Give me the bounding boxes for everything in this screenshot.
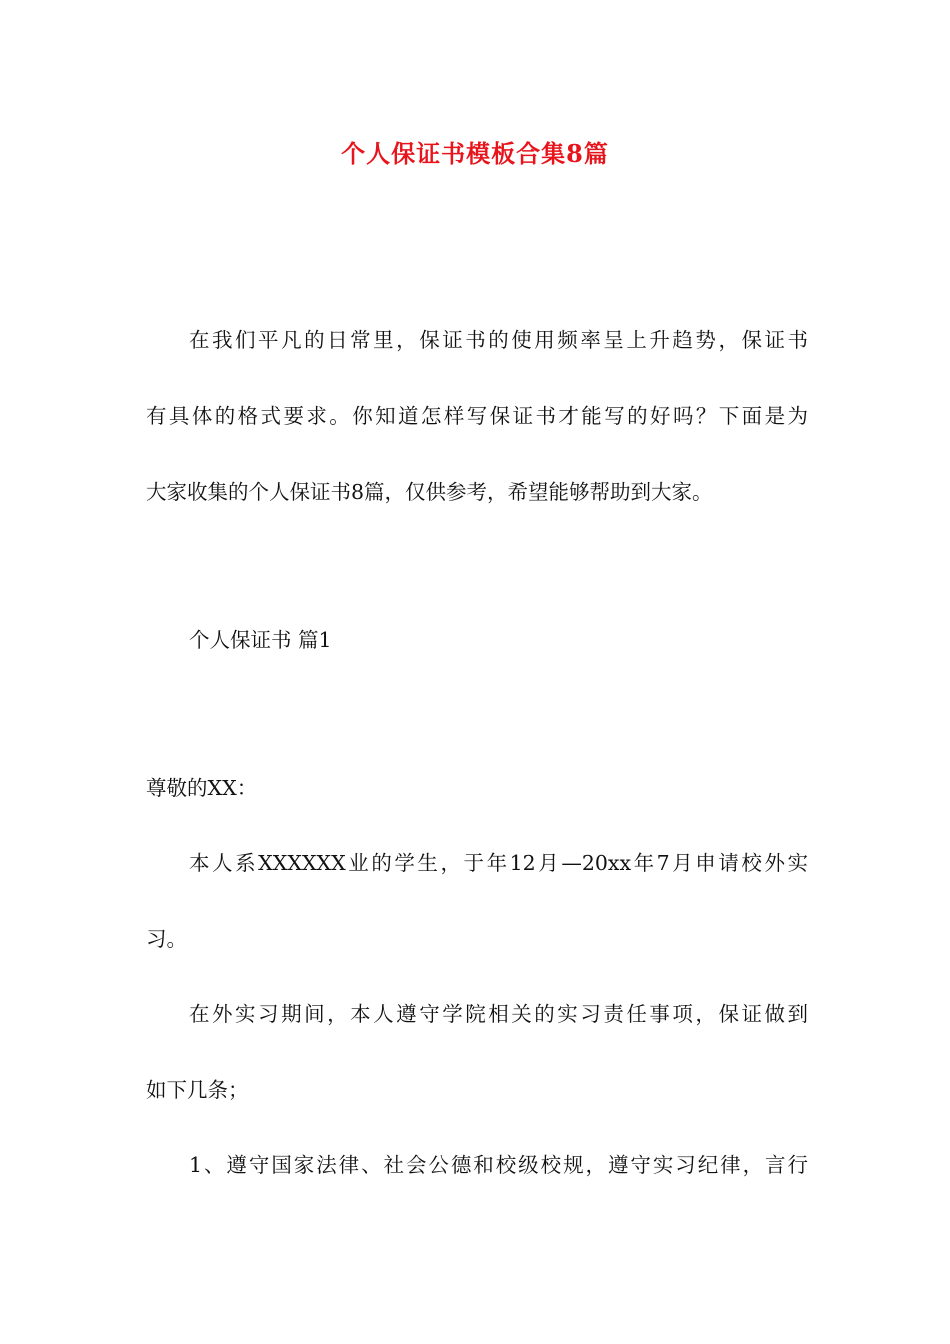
salutation: 尊敬的XX： bbox=[146, 776, 258, 800]
paragraph1-line-1: 本人系XXXXXX业的学生，于年12月—20xx年7月申请校外实 bbox=[189, 851, 808, 875]
section-heading: 个人保证书 篇1 bbox=[189, 628, 332, 652]
intro-line-2: 有具体的格式要求。你知道怎样写保证书才能写的好吗？下面是为 bbox=[146, 404, 808, 428]
intro-line-3: 大家收集的个人保证书8篇，仅供参考，希望能够帮助到大家。 bbox=[146, 480, 713, 504]
intro-line-1: 在我们平凡的日常里，保证书的使用频率呈上升趋势，保证书 bbox=[189, 328, 808, 352]
document-title: 个人保证书模板合集8篇 bbox=[341, 139, 609, 168]
paragraph2-line-1: 在外实习期间，本人遵守学院相关的实习责任事项，保证做到 bbox=[189, 1002, 808, 1026]
paragraph2-line-2: 如下几条； bbox=[146, 1078, 249, 1102]
paragraph1-line-2: 习。 bbox=[146, 927, 187, 951]
list-item-1: 1、遵守国家法律、社会公德和校级校规，遵守实习纪律，言行 bbox=[189, 1153, 808, 1177]
